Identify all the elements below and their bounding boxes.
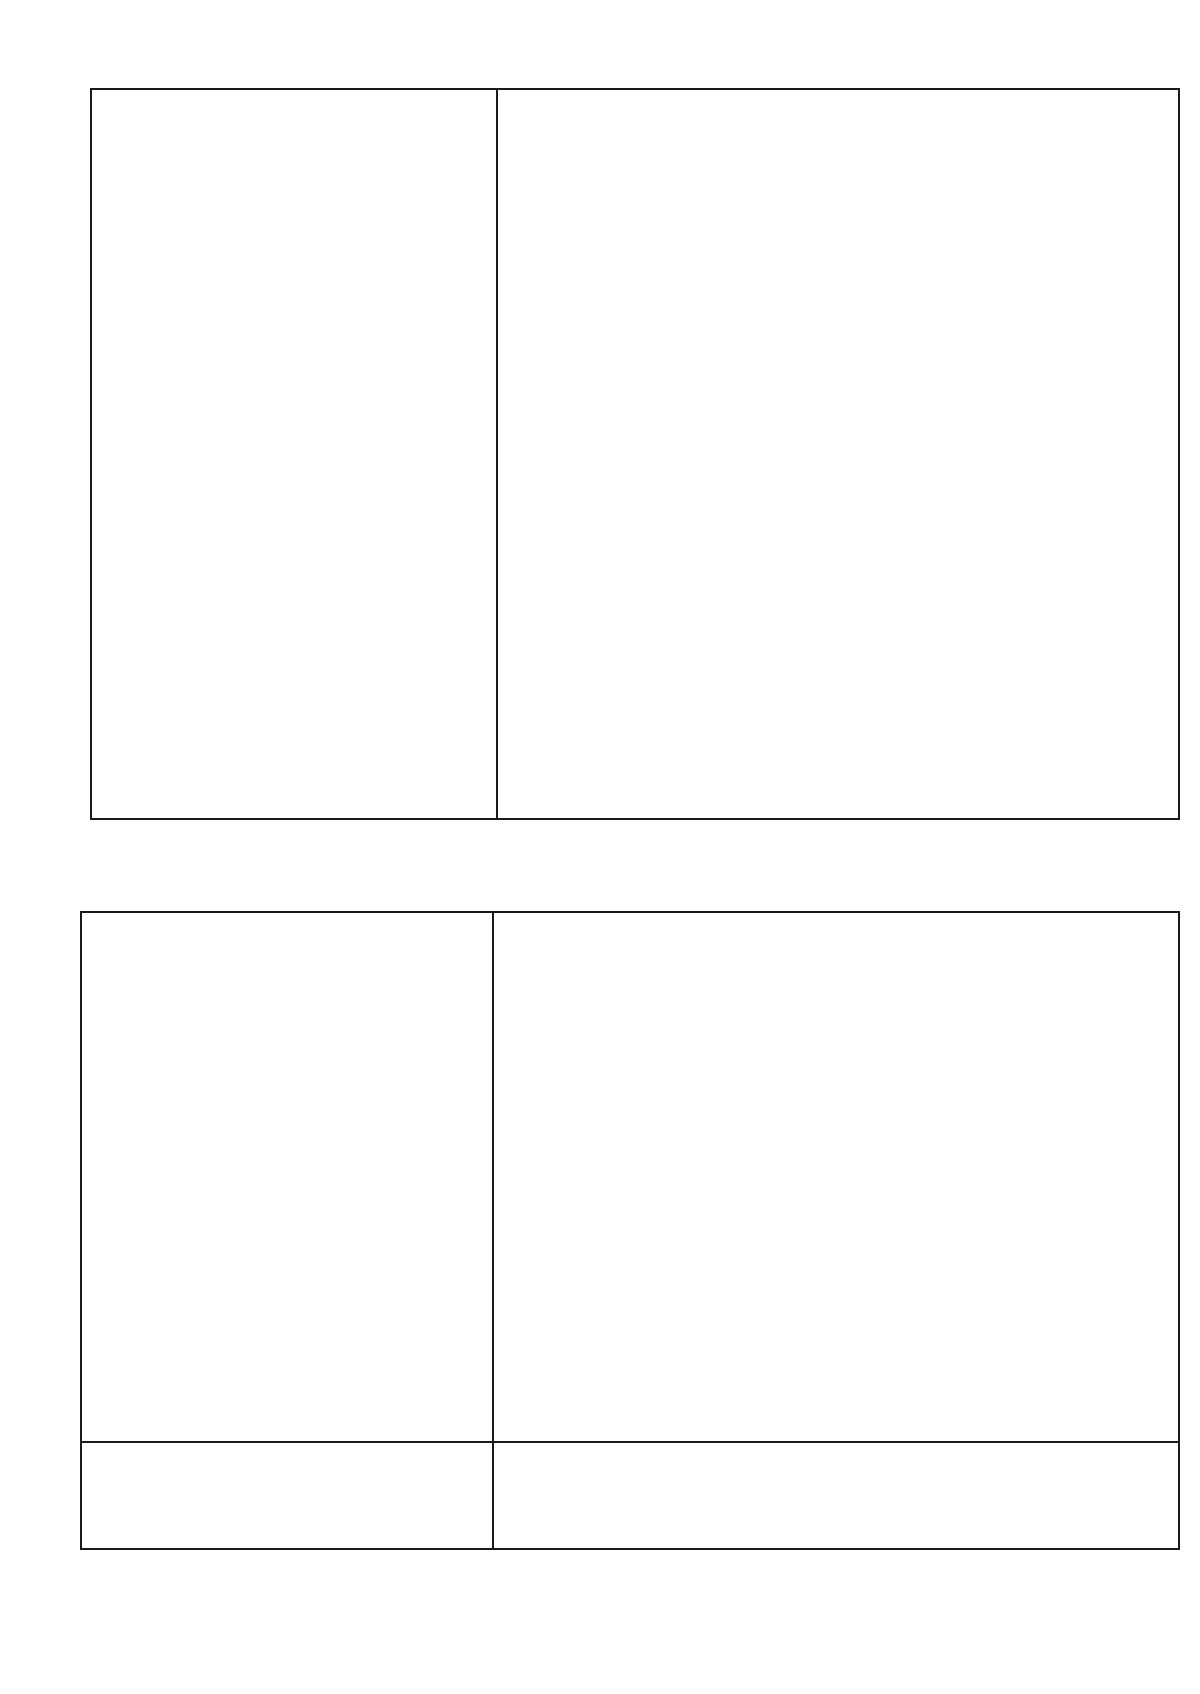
table-row bbox=[81, 1442, 1179, 1549]
table-row bbox=[81, 912, 1179, 1442]
empty-left-cell bbox=[91, 89, 497, 819]
continuation-table bbox=[90, 88, 1180, 820]
responsibilities-cell bbox=[497, 89, 1179, 819]
row-label bbox=[81, 1442, 493, 1549]
labor-market-details bbox=[493, 912, 1179, 1442]
network-details bbox=[493, 1442, 1179, 1549]
row-label bbox=[81, 912, 493, 1442]
project-description-table bbox=[80, 911, 1180, 1550]
